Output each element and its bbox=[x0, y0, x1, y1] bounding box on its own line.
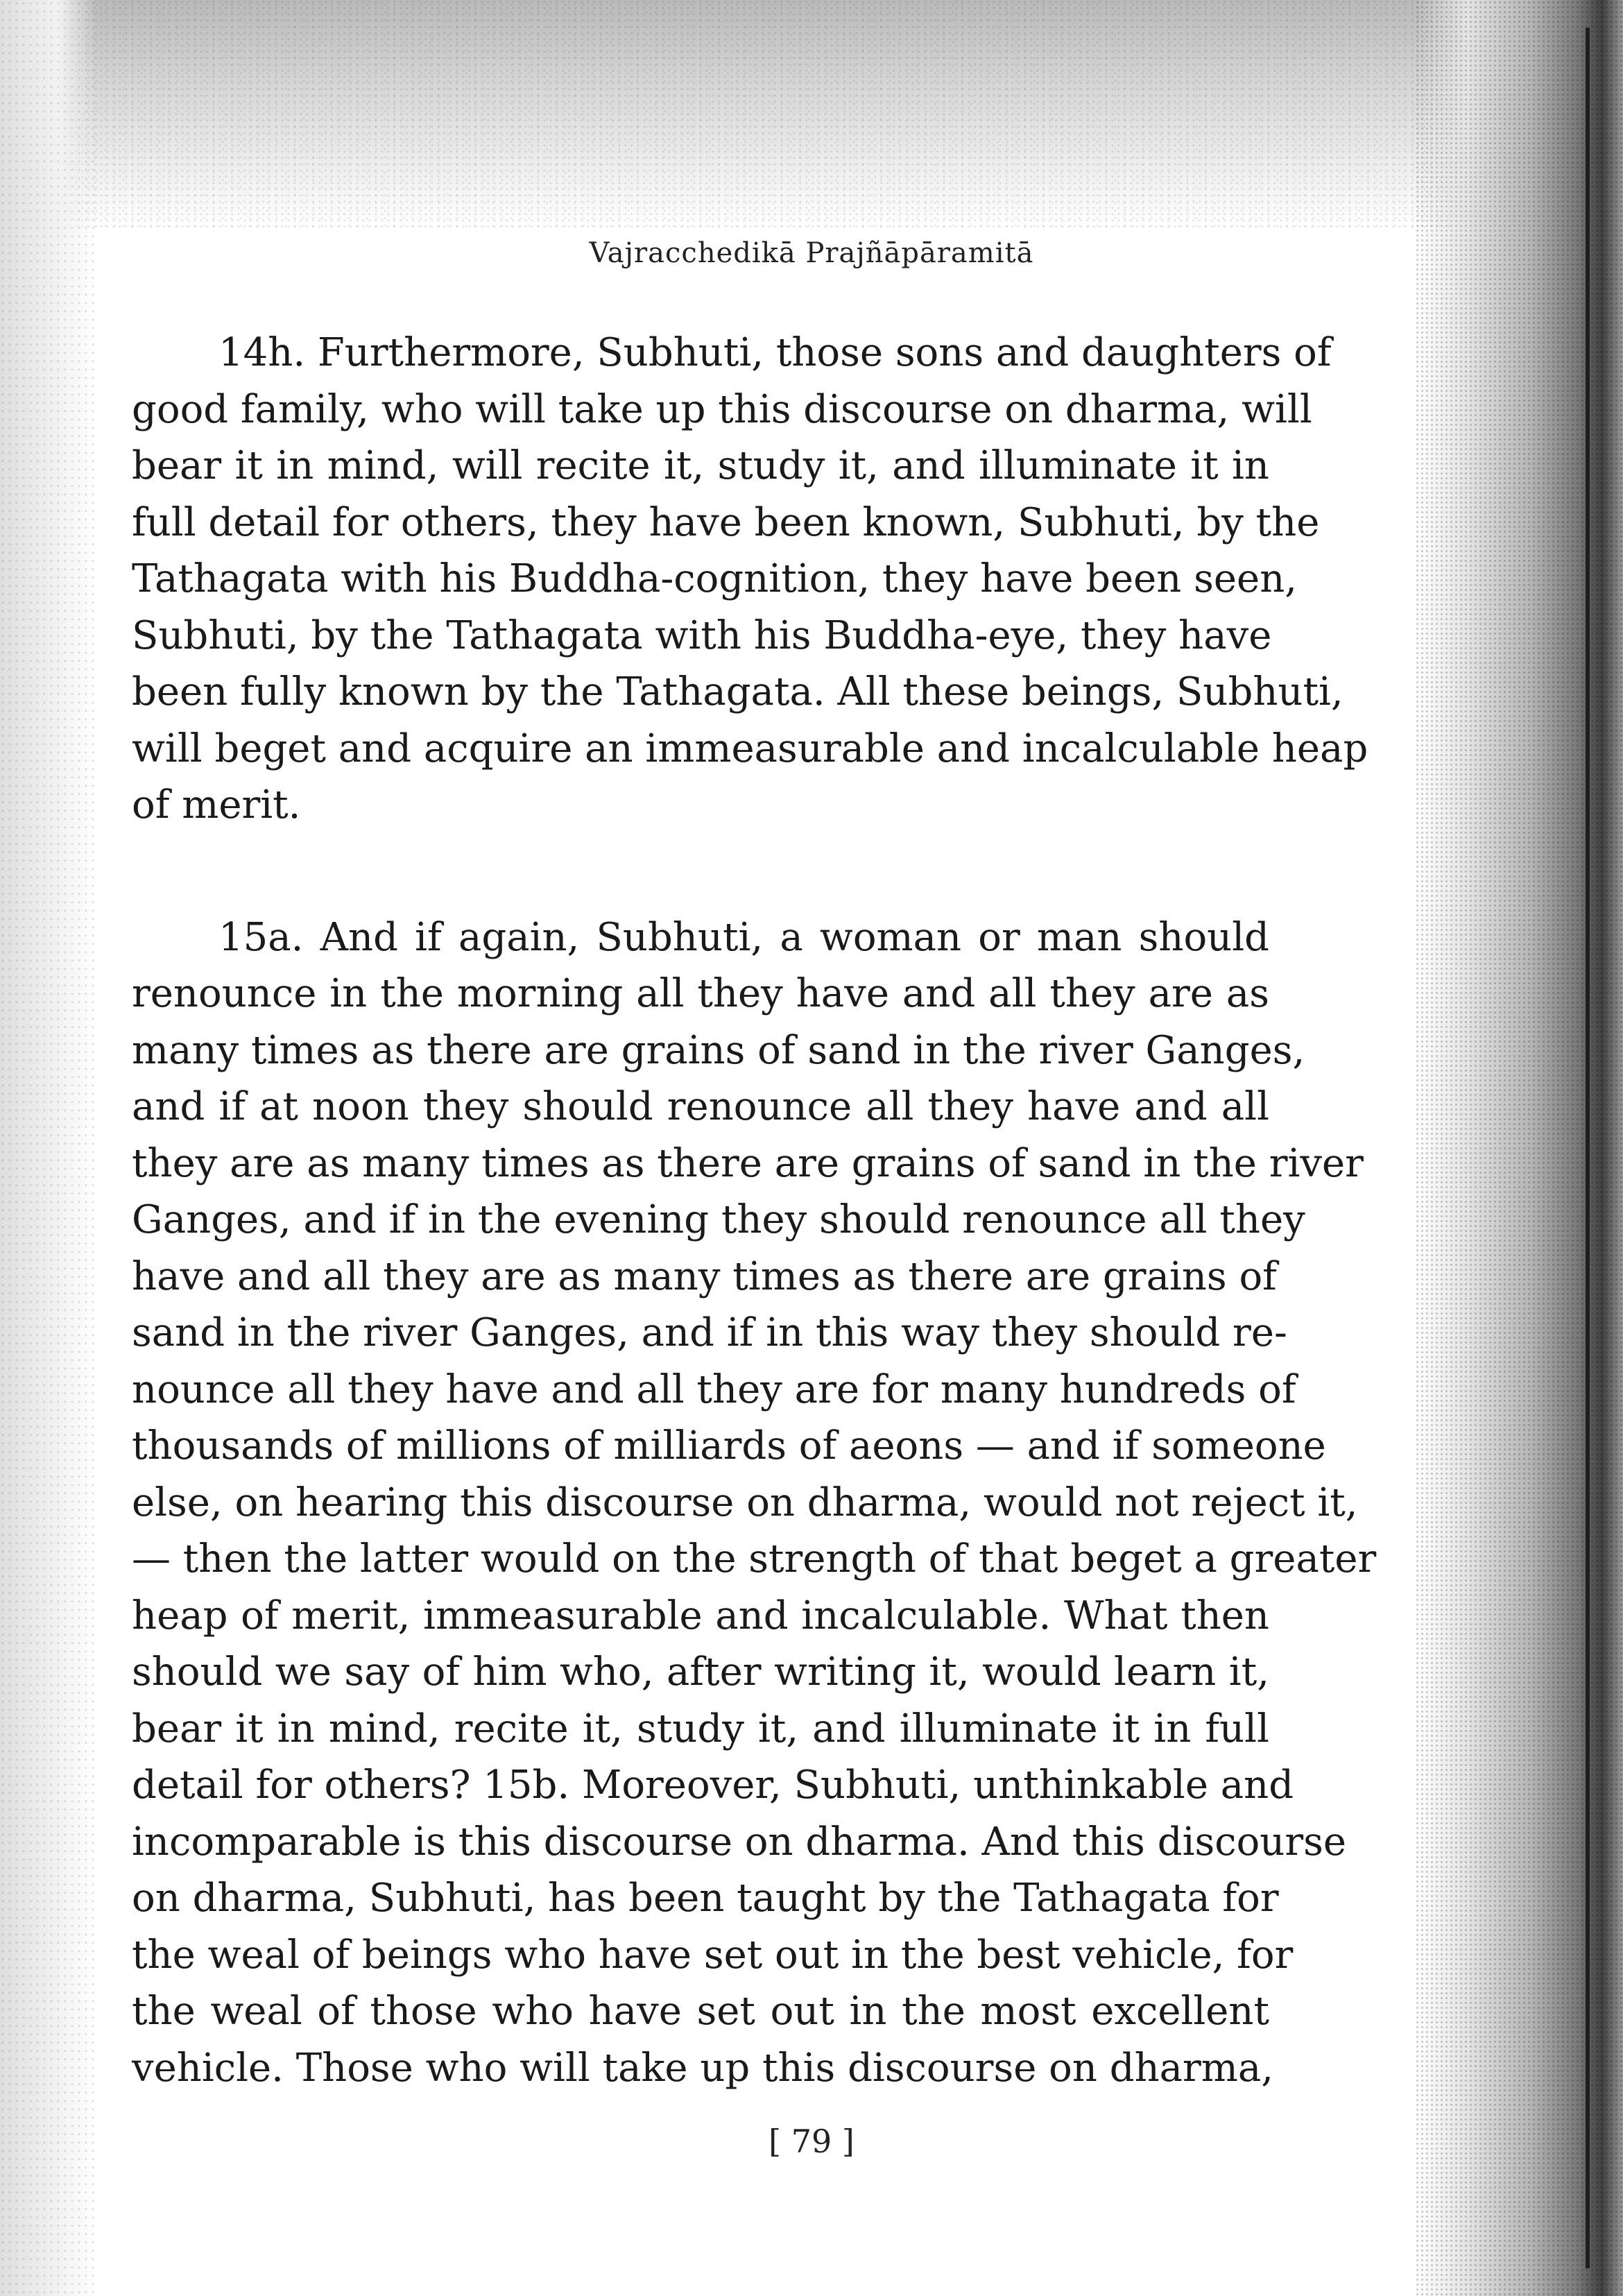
text-line: have and all they are as many times as there are grains of bbox=[132, 1253, 1277, 1299]
text-line: on dharma, Subhuti, has been taught by the Tathagata for bbox=[132, 1876, 1279, 1921]
text-line: bear it in mind, recite it, study it, and illuminate it in full bbox=[132, 1706, 1269, 1751]
text-line: should we say of him who, after writing it, would learn it, bbox=[132, 1650, 1269, 1695]
text-line: of merit. bbox=[132, 782, 301, 828]
text-line: sand in the river Ganges, and if in this way they should re- bbox=[132, 1310, 1287, 1355]
text-line: vehicle. Those who will take up this discourse on dharma, bbox=[132, 2045, 1274, 2091]
text-line: — then the latter would on the strength of that beget a greater bbox=[132, 1536, 1377, 1582]
text-line: Ganges, and if in the evening they should renounce all they bbox=[132, 1197, 1305, 1242]
gutter-edge bbox=[1586, 28, 1590, 2268]
text-line: nounce all they have and all they are for many hundreds of bbox=[132, 1367, 1296, 1412]
text-line: the weal of beings who have set out in the best vehicle, for bbox=[132, 1932, 1294, 1978]
text-line: 14h. Furthermore, Subhuti, those sons and daughters of bbox=[218, 330, 1332, 375]
text-line: else, on hearing this discourse on dharma, would not reject it, bbox=[132, 1480, 1358, 1525]
text-line: many times as there are grains of sand in the river Ganges, bbox=[132, 1027, 1305, 1073]
text-line: they are as many times as there are grains of sand in the river bbox=[132, 1140, 1364, 1186]
scan-shading-left bbox=[0, 0, 97, 2296]
text-line: incomparable is this discourse on dharma. And this discourse bbox=[132, 1819, 1347, 1865]
text-line: bear it in mind, will recite it, study it, and illuminate it in bbox=[132, 443, 1269, 488]
text-line: Tathagata with his Buddha-cognition, they have been seen, bbox=[132, 556, 1298, 601]
text-line: the weal of those who have set out in the most excellent bbox=[132, 1989, 1269, 2034]
text-line: 15a. And if again, Subhuti, a woman or man should bbox=[218, 914, 1269, 960]
scan-shading-right bbox=[1415, 0, 1623, 2296]
body-text bbox=[132, 325, 1377, 2096]
running-head: Vajracchedikā Prajñāpāramitā bbox=[589, 237, 1034, 269]
text-line: detail for others? 15b. Moreover, Subhuti, unthinkable and bbox=[132, 1763, 1294, 1808]
text-line: renounce in the morning all they have and all they are as bbox=[132, 971, 1269, 1016]
text-line: will beget and acquire an immeasurable and incalculable heap bbox=[132, 726, 1368, 771]
paragraph-15a bbox=[132, 909, 1377, 2097]
text-line: full detail for others, they have been known, Subhuti, by the bbox=[132, 499, 1320, 545]
text-line: been fully known by the Tathagata. All these beings, Subhuti, bbox=[132, 669, 1343, 714]
scan-shading-top bbox=[0, 0, 1623, 229]
paragraph-14h bbox=[132, 325, 1368, 834]
text-line: thousands of millions of milliards of aeons — and if someone bbox=[132, 1423, 1326, 1468]
text-line: Subhuti, by the Tathagata with his Buddha-eye, they have bbox=[132, 612, 1272, 658]
page-number: [ 79 ] bbox=[768, 2123, 855, 2160]
text-line: and if at noon they should renounce all they have and all bbox=[132, 1084, 1269, 1129]
text-line: heap of merit, immeasurable and incalculable. What then bbox=[132, 1593, 1269, 1638]
text-line: good family, who will take up this discourse on dharma, will bbox=[132, 386, 1312, 432]
